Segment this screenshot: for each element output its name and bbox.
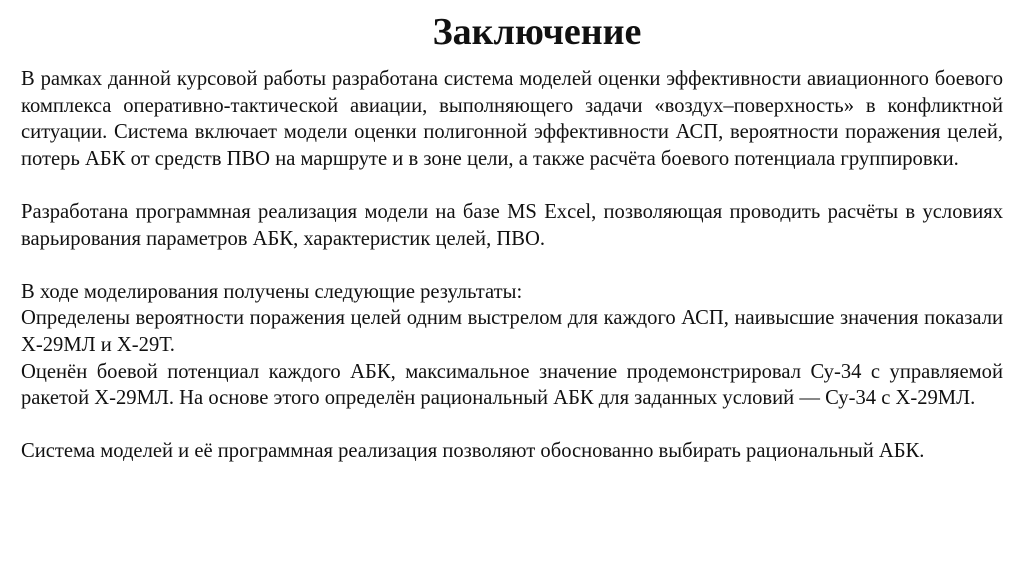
paragraph-gap: [21, 412, 1003, 439]
slide-title: Заключение: [432, 11, 642, 53]
slide-body: [21, 66, 1003, 465]
paragraph-result-potential: Оценён боевой потенциал каждого АБК, максимальное значение продемонстрировал Су-34 с управляемой ракетой Х-29МЛ. На основе этого определён рациональный АБК для заданных условий — Су-34 с Х-29МЛ.: [21, 360, 1003, 410]
paragraph-result-probabilities: Определены вероятности поражения целей одним выстрелом для каждого АСП, наивысшие значения показали Х-29МЛ и Х-29Т.: [21, 307, 1003, 356]
paragraph-results-intro: В ходе моделирования получены следующие результаты:: [21, 280, 523, 303]
paragraph-software: Разработана программная реализация модели на базе MS Excel, позволяющая проводить расчёты в условиях варьирования параметров АБК, характеристик целей, ПВО.: [21, 200, 1003, 250]
paragraph-gap: [21, 252, 1003, 279]
paragraph-summary: В рамках данной курсовой работы разработана система моделей оценки эффективности авиационного боевого комплекса оперативно-тактической авиации, выполняющего задачи «воздух–поверхность» в конфликтной ситуации. Система включает модели оценки полигонной эффективности АСП, вероятности поражения целей, потерь АБК от средств ПВО на маршруте и в зоне цели, а также расчёта боевого потенциала группировки.: [21, 68, 1003, 170]
paragraph-gap: [21, 172, 1003, 199]
paragraph-conclusion: Система моделей и её программная реализация позволяют обоснованно выбирать рациональный АБК.: [21, 440, 925, 463]
